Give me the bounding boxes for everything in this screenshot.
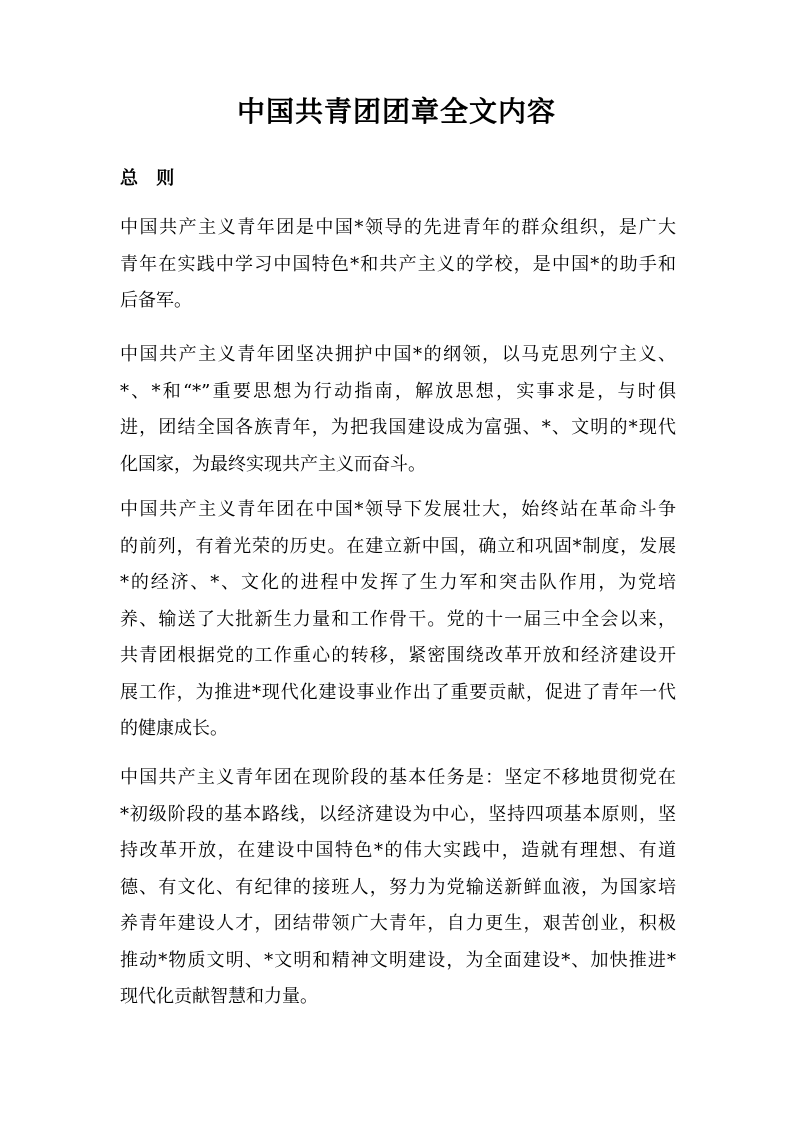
paragraph-4 <box>120 760 676 1016</box>
document-title: 中国共青团团章全文内容 <box>236 95 556 128</box>
paragraph-line: 的前列，有着光荣的历史。在建立新中国，确立和巩固*制度，发展 <box>120 535 676 557</box>
paragraph-2 <box>120 337 676 483</box>
paragraph-line: 中国共产主义青年团在现阶段的基本任务是：坚定不移地贯彻党在 <box>120 767 676 788</box>
paragraph-line: 现代化贡献智慧和力量。 <box>120 986 318 1007</box>
paragraph-line: 德、有文化、有纪律的接班人，努力为党输送新鲜血液，为国家培 <box>120 876 676 898</box>
section-heading: 总 则 <box>120 168 181 189</box>
paragraph-line: 展工作，为推进*现代化建设事业作出了重要贡献，促进了青年一代 <box>120 681 676 703</box>
paragraph-line: 持改革开放，在建设中国特色*的伟大实践中，造就有理想、有道 <box>120 840 676 861</box>
paragraph-line: 中国共产主义青年团是中国*领导的先进青年的群众组织，是广大 <box>120 217 676 238</box>
paragraph-line: 后备军。 <box>120 290 192 311</box>
paragraph-line: 中国共产主义青年团在中国*领导下发展壮大，始终站在革命斗争 <box>120 499 676 520</box>
paragraph-1 <box>120 210 676 320</box>
paragraph-line: 青年在实践中学习中国特色*和共产主义的学校，是中国*的助手和 <box>120 253 676 275</box>
paragraph-line: 养青年建设人才，团结带领广大青年，自力更生，艰苦创业，积极 <box>120 913 676 934</box>
paragraph-line: 推动*物质文明、*文明和精神文明建设，为全面建设*、加快推进* <box>120 949 676 971</box>
paragraph-line: 的健康成长。 <box>120 718 228 739</box>
paragraph-line: 共青团根据党的工作重心的转移，紧密围绕改革开放和经济建设开 <box>120 645 676 666</box>
paragraph-line: *、*和“*”重要思想为行动指南，解放思想，实事求是，与时俱 <box>120 380 676 402</box>
paragraph-line: 化国家，为最终实现共产主义而奋斗。 <box>120 453 426 475</box>
paragraph-line: 进，团结全国各族青年，为把我国建设成为富强、*、文明的*现代 <box>120 417 676 438</box>
paragraph-line: 中国共产主义青年团坚决拥护中国*的纲领，以马克思列宁主义、 <box>120 344 676 365</box>
paragraph-3 <box>120 492 676 748</box>
paragraph-line: 养、输送了大批新生力量和工作骨干。党的十一届三中全会以来， <box>120 608 676 630</box>
paragraph-line: *的经济、*、文化的进程中发挥了生力军和突击队作用，为党培 <box>120 572 676 593</box>
paragraph-line: *初级阶段的基本路线，以经济建设为中心，坚持四项基本原则，坚 <box>120 803 676 825</box>
